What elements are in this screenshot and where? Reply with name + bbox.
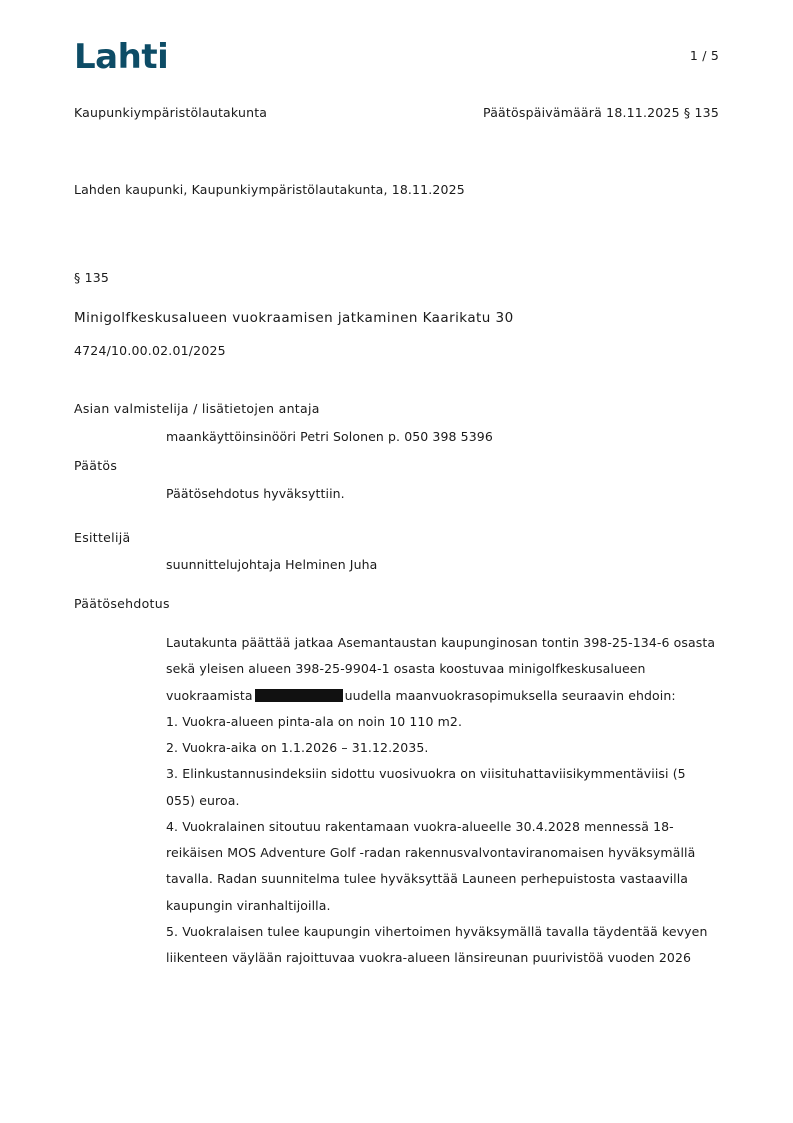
proposal-item: 4. Vuokralainen sitoutuu rakentamaan vuokra-alueelle 30.4.2028 mennessä 18-reikäisen MOS Adventure Golf -radan rakennusvalvontaviranomaisen hyväksymällä tavalla. Radan suunnitelma tulee hyväksyttää Launeen perhepuistosta vastaavilla kaupungin viranhaltijoilla. [166, 818, 696, 913]
label-decision: Päätös [74, 458, 118, 473]
header-decision-date: Päätöspäivämäärä 18.11.2025 § 135 [483, 105, 719, 120]
document-reference: 4724/10.00.02.01/2025 [74, 343, 226, 358]
proposal-intro-before: Lautakunta päättää jatkaa Asemantaustan kaupunginosan tontin 398-25-134-6 osasta sekä yleisen alueen 398-25-9904-1 osasta koostuvaa minigolfkeskusalueen vuokraamista [166, 635, 716, 703]
label-preparer: Asian valmistelija / lisätietojen antaja [74, 401, 320, 416]
proposal-item: 1. Vuokra-alueen pinta-ala on noin 10 110 m2. [166, 713, 463, 729]
proposal-item: 5. Vuokralaisen tulee kaupungin vihertoimen hyväksymällä tavalla täydentää kevyen liikenteen väylään rajoittuvaa vuokra-alueen länsireunan puurivistöä vuoden 2026 [166, 923, 708, 965]
value-decision: Päätösehdotus hyväksyttiin. [166, 486, 345, 501]
page-title: Minigolfkeskusalueen vuokraamisen jatkaminen Kaarikatu 30 [74, 310, 514, 326]
proposal-intro [166, 630, 718, 709]
redaction-block [255, 689, 343, 702]
label-presenter: Esittelijä [74, 530, 131, 545]
proposal-intro-after: uudella maanvuokrasopimuksella seuraavin ehdoin: [344, 687, 676, 703]
lahti-logo: Lahti [74, 37, 169, 77]
organization-line: Lahden kaupunki, Kaupunkiympäristölautakunta, 18.11.2025 [74, 182, 465, 197]
section-symbol: § 135 [74, 270, 110, 285]
proposal-item: 2. Vuokra-aika on 1.1.2026 – 31.12.2035. [166, 740, 429, 755]
decision-proposal-text [166, 630, 718, 971]
proposal-item: 3. Elinkustannusindeksiin sidottu vuosivuokra on viisituhattaviisikymmentäviisi (5 055) euroa. [166, 766, 686, 808]
document-header [74, 105, 719, 120]
label-decision-proposal: Päätösehdotus [74, 596, 170, 611]
value-presenter: suunnittelujohtaja Helminen Juha [166, 557, 378, 572]
value-preparer: maankäyttöinsinööri Petri Solonen p. 050 398 5396 [166, 429, 493, 444]
page-number: 1 / 5 [689, 48, 719, 63]
header-committee-name: Kaupunkiympäristölautakunta [74, 105, 268, 120]
